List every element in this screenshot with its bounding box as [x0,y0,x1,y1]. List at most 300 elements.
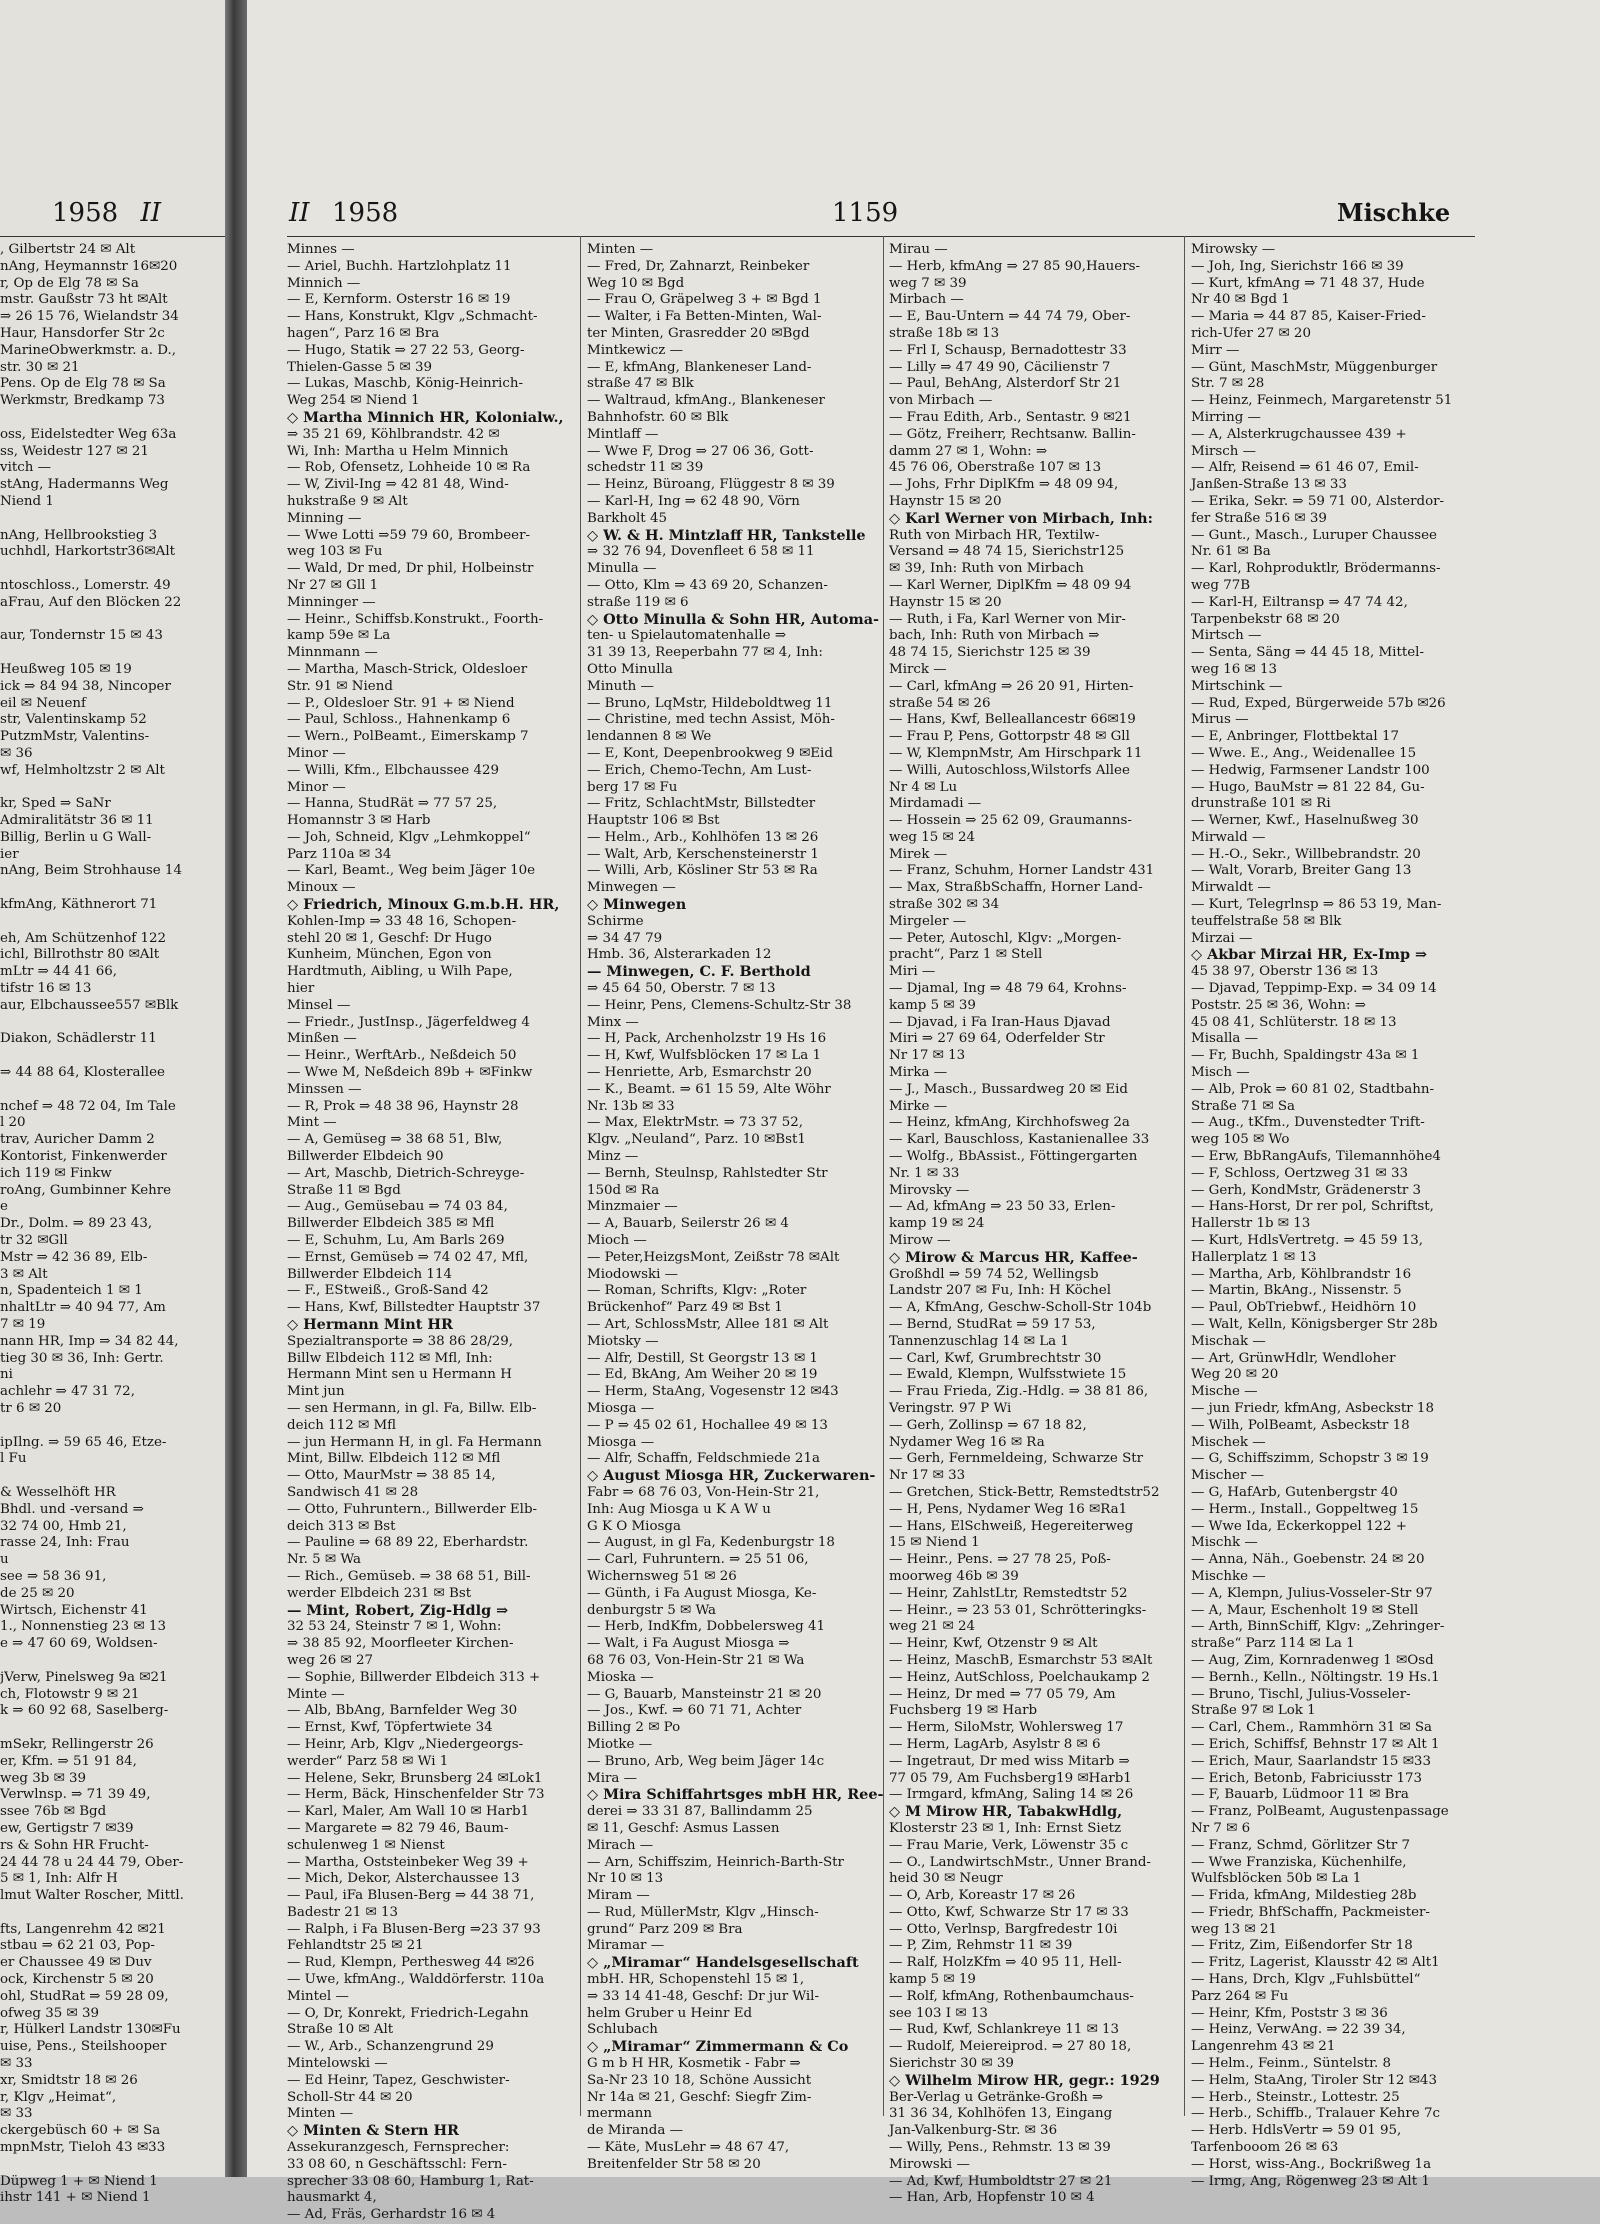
directory-entry-line: — Fritz, Zim, Eißendorfer Str 18 [1191,1938,1413,1954]
directory-entry-line [0,2157,222,2174]
directory-entry-line: Düpweg 1 + ✉ Niend 1 [0,2173,158,2189]
directory-entry-line: — E, Kont, Deepenbrookweg 9 ✉Eid [587,745,833,761]
directory-entry-line: — Willi, Autoschloss,Wilstorfs Allee [889,762,1130,778]
directory-entry-line: kamp 5 ✉ 19 [889,1972,976,1988]
directory-entry-line: nhaltLtr ⇒ 40 94 77, Am [0,1300,166,1316]
directory-entry-line: Nr 10 ✉ 13 [587,1871,664,1887]
directory-entry-line: Minzmaier — [587,1199,678,1215]
directory-entry-line: — Frau O, Gräpelweg 3 + ✉ Bgd 1 [587,292,822,308]
directory-entry-line: Straße 97 ✉ Lok 1 [1191,1703,1316,1719]
directory-entry-line: Langenrehm 43 ✉ 21 [1191,2039,1336,2055]
directory-entry-line: — Heinr, Pens, Clemens-Schultz-Str 38 [587,997,852,1013]
directory-entry-line: deich 112 ✉ Mfl [287,1417,397,1433]
directory-entry-line: — Irmg, Ang, Rögenweg 23 ✉ Alt 1 [1191,2173,1430,2189]
directory-entry-line: weg 105 ✉ Wo [1191,1132,1290,1148]
directory-entry-line: — G, HafArb, Gutenbergstr 40 [1191,1484,1398,1500]
directory-entry-line: — Rud, Klempn, Perthesweg 44 ✉26 [287,1955,535,1971]
directory-entry-line: Mioch — [587,1233,647,1249]
directory-entry-line: ⇒ 44 88 64, Klosterallee [0,1065,165,1081]
directory-entry-line: — Peter,HeizgsMont, Zeißstr 78 ✉Alt [587,1249,840,1265]
directory-entry-line: — H, Kwf, Wulfsblöcken 17 ✉ La 1 [587,1048,822,1064]
directory-entry-line: 1., Nonnenstieg 23 ✉ 13 [0,1619,166,1635]
directory-entry-line: — Ernst, Kwf, Töpfertwiete 34 [287,1720,493,1736]
directory-entry-line: — Günth, i Fa August Miosga, Ke- [587,1585,817,1601]
directory-entry-line: Nr 7 ✉ 6 [1191,1820,1251,1836]
directory-entry-line: — R, Prok ⇒ 48 38 96, Haynstr 28 [287,1098,519,1114]
directory-entry-line: — H, Pens, Nydamer Weg 16 ✉Ra1 [889,1501,1128,1517]
directory-entry-line: 31 39 13, Reeperbahn 77 ✉ 4, Inh: [587,645,823,661]
directory-entry-line: — Lilly ⇒ 47 49 90, Cäcilienstr 7 [889,359,1111,375]
directory-entry-line: — Horst, wiss-Ang., Bockrißweg 1a [1191,2156,1432,2172]
directory-entry-line: Miosga — [587,1434,655,1450]
directory-entry-line: Minnmann — [287,645,378,661]
directory-entry-line [0,1015,222,1032]
directory-entry-line: kamp 59e ✉ La [287,628,391,644]
directory-entry-line: — Gerh, Zollinsp ⇒ 67 18 82, [889,1417,1087,1433]
directory-entry-line: Haur, Hansdorfer Str 2c [0,325,165,341]
directory-entry-line: Nr. 1 ✉ 33 [889,1165,960,1181]
directory-entry-line: — Hedwig, Farmsener Landstr 100 [1191,762,1430,778]
directory-entry-line: — Paul, iFa Blusen-Berg ⇒ 44 38 71, [287,1888,535,1904]
directory-entry-line: mermann [587,2106,652,2122]
page-gutter [225,0,247,2177]
directory-entry-line: eh, Am Schützenhof 122 [0,930,167,946]
directory-entry-line: Parz 264 ✉ Fu [1191,1988,1289,2004]
directory-entry-line: Hermann Mint sen u Hermann H [287,1367,512,1383]
directory-entry-line: Dr., Dolm. ⇒ 89 23 43, [0,1216,153,1232]
directory-entry-line: Miri — [889,964,936,980]
surname-range: Mischke [1337,198,1451,227]
directory-entry-line: — Martha, Oststeinbeker Weg 39 + [287,1854,529,1870]
directory-entry-line: — Herm, StaAng, Vogesenstr 12 ✉43 [587,1384,839,1400]
directory-entry-line: — Fritz, Lagerist, Klausstr 42 ✉ Alt1 [1191,1955,1440,1971]
directory-entry-line: — Bernd, StudRat ⇒ 59 17 53, [889,1317,1096,1332]
directory-entry-line: — Friedr., JustInsp., Jägerfeldweg 4 [287,1014,530,1030]
directory-entry-line: — G, Bauarb, Mansteinstr 21 ✉ 20 [587,1686,822,1702]
directory-entry-line: MarineObwerkmstr. a. D., [0,342,177,358]
directory-entry-line: — Rudolf, Meiereiprod. ⇒ 27 80 18, [889,2039,1132,2055]
directory-entry-line: Straße 11 ✉ Bgd [287,1182,401,1198]
directory-entry-line: Str. 91 ✉ Niend [287,678,393,694]
directory-entry-line: Billig, Berlin u G Wall- [0,829,152,845]
directory-entry-line: ◇ W. & H. Mintzlaff HR, Tankstelle [587,526,866,544]
directory-entry-line: ⇒ 34 47 79 [587,930,663,946]
directory-entry-line: — Christine, med techn Assist, Möh- [587,712,835,728]
directory-entry-line: Mirzai — [1191,930,1253,946]
directory-entry-line: Miodowski — [587,1266,679,1282]
directory-entry-line: — Walt, i Fa August Miosga ⇒ [587,1636,790,1652]
directory-entry-line [0,914,222,931]
directory-entry-line: — P, Zim, Rehmstr 11 ✉ 39 [889,1938,1073,1954]
directory-entry-line: er, Kfm. ⇒ 51 91 84, [0,1753,137,1769]
directory-entry-line: teuffelstraße 58 ✉ Blk [1191,913,1342,929]
directory-entry-line: — Herm, SiloMstr, Wohlersweg 17 [889,1720,1124,1736]
directory-entry-line [0,410,222,427]
directory-entry-line: — jun Hermann H, in gl. Fa Hermann [287,1434,542,1450]
directory-entry-line: — F, Bauarb, Lüdmoor 11 ✉ Bra [1191,1787,1409,1803]
directory-entry-line: — Walt, Kelln, Königsberger Str 28b [1191,1317,1438,1332]
directory-entry-line: — Paul, BehAng, Alsterdorf Str 21 [889,376,1122,392]
directory-entry-line: — W., Arb., Schanzengrund 29 [287,2039,494,2055]
directory-entry-line: ✉ 33 [0,2056,33,2072]
directory-entry-line: ◇ Akbar Mirzai HR, Ex-Imp ⇒ [1191,946,1428,964]
directory-entry-line: — Frau Frieda, Zig.-Hdlg. ⇒ 38 81 86, [889,1384,1149,1400]
directory-entry-line: Mirck — [889,661,947,677]
directory-entry-line: — Rich., Gemüseb. ⇒ 38 68 51, Bill- [287,1568,531,1584]
directory-entry-line: straße 18b ✉ 13 [889,325,1000,341]
directory-entry-line: Kontorist, Finkenwerder [0,1149,167,1165]
directory-entry-line: — Alb, Prok ⇒ 60 81 02, Stadtbahn- [1191,1081,1434,1097]
directory-entry-line: — Peter, Autoschl, Klgv: „Morgen- [889,930,1122,946]
directory-entry-line: 150d ✉ Ra [587,1182,660,1198]
directory-entry-line: ◇ Mira Schiffahrtsges mbH HR, Ree- [587,1786,884,1804]
directory-entry-line: — Djamal, Ing ⇒ 48 79 64, Krohns- [889,981,1127,997]
directory-entry-line: Wi, Inh: Martha u Helm Minnich [287,443,509,459]
directory-entry-line: schedstr 11 ✉ 39 [587,460,704,476]
directory-entry-line: — Helm, StaAng, Tiroler Str 12 ✉43 [1191,2072,1437,2088]
directory-entry-line: — Heinr., Schiffsb.Konstrukt., Foorth- [287,611,544,627]
directory-entry-line: — Ed, BkAng, Am Weiher 20 ✉ 19 [587,1367,818,1383]
directory-entry-line: — Minwegen, C. F. Berthold [587,963,811,981]
directory-entry-line: — Kurt, Telegrlnsp ⇒ 86 53 19, Man- [1191,897,1442,913]
directory-entry-line: Landstr 207 ✉ Fu, Inh: H Köchel [889,1283,1111,1299]
directory-entry-line [0,1048,222,1065]
directory-entry-line: denburgstr 5 ✉ Wa [587,1602,717,1618]
directory-entry-line: Verwlnsp. ⇒ 71 39 49, [0,1787,151,1803]
directory-entry-line: — E, Schuhm, Lu, Am Barls 269 [287,1233,505,1249]
directory-entry-line: Mstr ⇒ 42 36 89, Elb- [0,1249,148,1265]
directory-entry-line: PutzmMstr, Valentins- [0,729,150,745]
directory-entry-line: ichl, Billrothstr 80 ✉Alt [0,947,160,963]
directory-entry-line: Hmb. 36, Alsterarkaden 12 [587,947,772,963]
directory-entry-line: — O, Dr, Konrekt, Friedrich-Legahn [287,2005,529,2021]
directory-entry-line: — W, KlempnMstr, Am Hirschpark 11 [889,745,1143,761]
directory-entry-line: Mirtsch — [1191,628,1262,644]
directory-entry-line: — Joh, Schneid, Klgv „Lehmkoppel“ [287,829,531,845]
directory-entry-line: — Heinr, Kfm, Poststr 3 ✉ 36 [1191,2005,1388,2021]
directory-entry-line: ◇ Martha Minnich HR, Kolonialw., [287,408,564,426]
directory-entry-line: ◇ Otto Minulla & Sohn HR, Automa- [587,610,880,628]
directory-entry-line: — Gunt., Masch., Luruper Chaussee [1191,527,1437,543]
directory-entry-line: — Karl, Beamt., Weg beim Jäger 10e [287,863,536,879]
directory-entry-line: Haynstr 15 ✉ 20 [889,493,1002,509]
directory-entry-line: Hallerplatz 1 ✉ 13 [1191,1249,1317,1265]
directory-entry-line: Nr 17 ✉ 13 [889,1048,966,1064]
directory-entry-line: — Heinr, ZahlstLtr, Remstedtstr 52 [889,1585,1128,1601]
directory-entry-line: Spezialtransporte ⇒ 38 86 28/29, [287,1333,514,1349]
directory-entry-line: werder“ Parz 58 ✉ Wi 1 [287,1753,449,1769]
directory-entry-line: — Martin, BkAng., Nissenstr. 5 [1191,1283,1402,1299]
directory-entry-line: er Chaussee 49 ✉ Duv [0,1955,152,1971]
directory-entry-line: berg 17 ✉ Fu [587,779,678,795]
directory-entry-line: weg 15 ✉ 24 [889,829,976,845]
directory-entry-line: — Lukas, Maschb, König-Heinrich- [287,376,523,392]
directory-entry-line: — Max, ElektrMstr. ⇒ 73 37 52, [587,1115,804,1131]
directory-entry-line: straße 47 ✉ Blk [587,376,694,392]
directory-entry-line: ◇ Minten & Stern HR [287,2122,460,2140]
directory-entry-line [0,1082,222,1099]
directory-entry-line: hagen“, Parz 16 ✉ Bra [287,325,440,341]
directory-entry-line: — Günt, MaschMstr, Müggenburger [1191,359,1438,375]
directory-entry-line: — Erich, Betonb, Fabriciusstr 173 [1191,1770,1423,1786]
directory-entry-line: Parz 110a ✉ 34 [287,846,392,862]
directory-entry-line: — Carl, Fuhruntern. ⇒ 25 51 06, [587,1552,809,1568]
directory-entry-line: Minnich — [287,275,361,291]
directory-entry-line [0,1653,222,1670]
directory-entry-line: — Alfr, Reisend ⇒ 61 46 07, Emil- [1191,460,1419,476]
directory-entry-line: deich 313 ✉ Bst [287,1518,396,1534]
directory-entry-line: — Hans-Horst, Dr rer pol, Schriftst, [1191,1199,1434,1215]
directory-entry-line: Misch — [1191,1065,1250,1081]
directory-entry-line: Fuchsberg 19 ✉ Harb [889,1703,1038,1719]
directory-entry-line: nann HR, Imp ⇒ 34 82 44, [0,1333,179,1349]
directory-entry-line: ◇ Wilhelm Mirow HR, gegr.: 1929 [889,2071,1160,2089]
directory-entry-line: — Fr, Buchh, Spaldingstr 43a ✉ 1 [1191,1048,1420,1064]
directory-entry-line: Minoux — [287,880,356,896]
directory-entry-line [0,511,222,528]
directory-entry-line: Minulla — [587,561,657,577]
directory-entry-line: — Henriette, Arb, Esmarchstr 20 [587,1065,812,1081]
directory-entry-line: Klosterstr 23 ✉ 1, Inh: Ernst Sietz [889,1820,1122,1836]
directory-entry-line: schulenweg 1 ✉ Nienst [287,1837,445,1853]
directory-entry-line: 33 08 60, n Geschäftsschl: Fern- [287,2156,507,2172]
directory-entry-line: ssee 76b ✉ Bgd [0,1804,107,1820]
directory-entry-line: Mirek — [889,846,948,862]
directory-entry-line: Mirau — [889,242,948,257]
directory-entry-line: ◇ August Miosga HR, Zuckerwaren- [587,1467,876,1485]
directory-entry-line: — Bernh., Kelln., Nöltingstr. 19 Hs.1 [1191,1669,1440,1685]
directory-entry-line: Fehlandtstr 25 ✉ 21 [287,1938,424,1954]
directory-entry-line: — Frau Edith, Arb., Sentastr. 9 ✉21 [889,409,1132,425]
directory-entry-line: Mischak — [1191,1333,1266,1349]
directory-entry-line: Minsel — [287,997,351,1013]
directory-entry-line: mpnMstr, Tieloh 43 ✉33 [0,2140,166,2156]
directory-entry-line: — Heinz, Büroang, Flüggestr 8 ✉ 39 [587,477,835,493]
directory-entry-line: weg 16 ✉ 13 [1191,661,1278,677]
directory-entry-line: — F., EStweiß., Groß-Sand 42 [287,1283,489,1299]
directory-entry-line: Minor — [287,779,346,795]
directory-entry-line: — Wwe Franziska, Küchenhilfe, [1191,1854,1407,1870]
directory-entry-line: nchef ⇒ 48 72 04, Im Tale [0,1098,176,1114]
directory-entry-line: r, Hülkerl Landstr 130✉Fu [0,2022,181,2038]
directory-entry-line: — Friedr, BhfSchaffn, Packmeister- [1191,1904,1430,1920]
directory-entry-line: Mischk — [1191,1535,1258,1551]
directory-entry-line: pracht“, Parz 1 ✉ Stell [889,947,1043,963]
directory-entry-line: Nr. 61 ✉ Ba [1191,544,1271,560]
directory-entry-line: Miram — [587,1888,650,1904]
directory-entry-line: Mintkewicz — [587,342,683,358]
directory-entry-line: Nr 4 ✉ Lu [889,779,958,795]
directory-entry-line: — A, Klempn, Julius-Vosseler-Str 97 [1191,1585,1433,1601]
directory-entry-line: ich 119 ✉ Finkw [0,1165,112,1181]
left-page-column [0,242,222,2207]
directory-entry-line: Mira — [587,1770,638,1786]
directory-entry-line: ◇ M Mirow HR, TabakwHdlg, [889,1803,1123,1821]
directory-entry-line: — Maria ⇒ 44 87 85, Kaiser-Fried- [1191,309,1426,325]
directory-entry-line: , Gilbertstr 24 ✉ Alt [0,242,136,257]
directory-entry-line: Wichernsweg 51 ✉ 26 [587,1568,737,1584]
directory-entry-line: — Paul, ObTriebwf., Heidhörn 10 [1191,1300,1417,1316]
directory-entry-line: wf, Helmholtzstr 2 ✉ Alt [0,762,165,778]
directory-entry-line: Mischer — [1191,1468,1264,1484]
directory-entry-line: & Wesselhöft HR [0,1484,116,1500]
directory-entry-line: Mirtschink — [1191,678,1283,694]
directory-entry-line: ⇒ 38 85 92, Moorfleeter Kirchen- [287,1636,514,1652]
directory-entry-line: Kohlen-Imp ⇒ 33 48 16, Schopen- [287,913,517,929]
directory-entry-line: — Wern., PolBeamt., Eimerskamp 7 [287,729,529,745]
directory-entry-line: — A, Maur, Eschenholt 19 ✉ Stell [1191,1602,1419,1618]
directory-entry-line: — Heinz, Feinmech, Margaretenstr 51 [1191,393,1453,409]
directory-entry-line: aur, Elbchaussee557 ✉Blk [0,997,179,1013]
directory-entry-line: — Herb, IndKfm, Dobbelersweg 41 [587,1619,825,1635]
right-volume: II [289,198,310,228]
directory-entry-line: Sa-Nr 23 10 18, Schöne Aussicht [587,2072,812,2088]
directory-entry-line: 7 ✉ 19 [0,1317,46,1332]
directory-entry-line: — A, Bauarb, Seilerstr 26 ✉ 4 [587,1216,789,1232]
directory-entry-line: kfmAng, Käthnerort 71 [0,897,158,913]
directory-entry-line: — J., Masch., Bussardweg 20 ✉ Eid [889,1081,1128,1097]
directory-entry-line: Großhdl ⇒ 59 74 52, Wellingsb [889,1266,1099,1282]
directory-entry-line: Straße 10 ✉ Alt [287,2022,394,2038]
directory-entry-line: Mirring — [1191,409,1261,425]
directory-entry-line: ni [0,1367,13,1383]
directory-entry-line: derei ⇒ 33 31 87, Ballindamm 25 [587,1804,813,1820]
directory-entry-line: Otto Minulla [587,661,673,677]
directory-entry-line: l Fu [0,1451,27,1467]
directory-entry-line: — Frau Marie, Verk, Löwenstr 35 c [889,1837,1129,1853]
directory-entry-line: k ⇒ 60 92 68, Saselberg- [0,1703,169,1719]
directory-entry-line: — Wolfg., BbAssist., Föttingergarten [889,1149,1138,1165]
directory-entry-line: weg 77B [1191,577,1251,593]
directory-entry-line: Billwerder Elbdeich 114 [287,1266,452,1282]
directory-entry-line: — Herb., Schiffb., Tralauer Kehre 7c [1191,2106,1441,2122]
directory-entry-line: straße 119 ✉ 6 [587,594,689,610]
directory-entry-line: — Heinz, kfmAng, Kirchhofsweg 2a [889,1115,1130,1131]
directory-entry-line: — Rob, Ofensetz, Lohheide 10 ✉ Ra [287,460,531,476]
directory-entry-line: Mirovsky — [889,1182,970,1198]
directory-entry-line: Str. 7 ✉ 28 [1191,376,1265,392]
directory-entry-line: — W, Zivil-Ing ⇒ 42 81 48, Wind- [287,477,509,493]
directory-entry-line: nAng, Hellbrookstieg 3 [0,527,158,543]
directory-entry-line: — Heinz, VerwAng. ⇒ 22 39 34, [1191,2022,1406,2038]
directory-entry-line: kamp 19 ✉ 24 [889,1216,985,1232]
directory-entry-line: fer Straße 516 ✉ 39 [1191,510,1327,526]
directory-entry-line: tifstr 16 ✉ 13 [0,981,92,997]
directory-entry-line: Mintel — [287,1988,349,2004]
directory-entry-line: — Pauline ⇒ 68 89 22, Eberhardstr. [287,1535,529,1551]
directory-entry-line: weg 26 ✉ 27 [287,1652,374,1668]
directory-entry-line: Admiralitätstr 36 ✉ 11 [0,813,154,829]
directory-entry-line: — Helm., Arb., Kohlhöfen 13 ✉ 26 [587,829,819,845]
directory-entry-line: — Arth, BinnSchiff, Klgv: „Zehringer- [1191,1619,1445,1635]
directory-entry-line: — F, Schloss, Oertzweg 31 ✉ 33 [1191,1165,1409,1181]
directory-entry-line: — Hans, Kwf, Belleallancestr 66✉19 [889,712,1136,728]
directory-entry-line: — Margarete ⇒ 82 79 46, Baum- [287,1820,509,1836]
directory-entry-line: — Karl, Rohproduktlr, Brödermanns- [1191,561,1441,577]
directory-entry-line: Diakon, Schädlerstr 11 [0,1031,157,1047]
directory-entry-line: — Ruth, i Fa, Karl Werner von Mir- [889,611,1126,627]
directory-entry-line: lmut Walter Roscher, Mittl. [0,1888,184,1904]
directory-entry-line [0,1720,222,1737]
directory-entry-line: — Sophie, Billwerder Elbdeich 313 + [287,1669,541,1685]
directory-entry-line: uise, Pens., Steilshooper [0,2039,167,2055]
directory-entry-line: Schlubach [587,2022,658,2038]
directory-entry-line: xr, Smidtstr 18 ✉ 26 [0,2072,138,2088]
directory-entry-line: Mirus — [1191,712,1249,728]
directory-entry-line: — Frl I, Schausp, Bernadottestr 33 [889,342,1127,358]
directory-entry-line: — Heinr., ⇒ 23 53 01, Schrötteringks- [889,1602,1147,1618]
directory-entry-line: ofweg 35 ✉ 39 [0,2005,100,2021]
directory-entry-line: Mirgeler — [889,913,967,929]
directory-entry-line: — Djavad, Teppimp-Exp. ⇒ 34 09 14 [1191,981,1437,997]
directory-entry-line: — Wwe Lotti ⇒59 79 60, Brombeer- [287,527,531,543]
directory-entry-line: kamp 5 ✉ 39 [889,997,976,1013]
directory-entry-line: Badestr 21 ✉ 13 [287,1904,399,1920]
directory-entry-line: — Roman, Schrifts, Klgv: „Roter [587,1283,807,1299]
directory-entry-line: straße 54 ✉ 26 [889,695,991,711]
directory-entry-line: Schirme [587,913,644,929]
directory-entry-line [0,645,222,662]
directory-entry-line: — Bernh, Steulnsp, Rahlstedter Str [587,1165,828,1181]
directory-entry-line: 15 ✉ Niend 1 [889,1535,980,1551]
directory-entry-line: damm 27 ✉ 1, Wohn: ⇒ [889,443,1048,459]
directory-entry-line: Billwerder Elbdeich 90 [287,1149,444,1165]
directory-entry-line: tr 32 ✉Gll [0,1233,68,1249]
directory-entry-line: str, Valentinskamp 52 [0,712,147,728]
directory-entry-line: Mirke — [889,1098,948,1114]
directory-entry-line: Nr. 13b ✉ 33 [587,1098,675,1114]
directory-entry-line: tr 6 ✉ 20 [0,1400,62,1416]
directory-entry-line: — A, Gemüseg ⇒ 38 68 51, Blw, [287,1132,503,1148]
directory-entry-line: — Helm., Feinm., Süntelstr. 8 [1191,2056,1392,2072]
directory-entry-line: oss, Eidelstedter Weg 63a [0,426,177,442]
directory-entry-line: — Hugo, Statik ⇒ 27 22 53, Georg- [287,342,525,358]
directory-entry-line: Mirr — [1191,342,1240,358]
directory-entry-line: — Wilh, PolBeamt, Asbeckstr 18 [1191,1417,1410,1433]
directory-entry-line: — Martha, Masch-Strick, Oldesloer [287,661,528,677]
directory-entry-line: Mint jun [287,1384,345,1400]
directory-entry-line: Nr 14a ✉ 21, Geschf: Siegfr Zim- [587,2089,812,2105]
directory-entry-line: — Ralph, i Fa Blusen-Berg ⇒23 37 93 [287,1921,541,1937]
directory-entry-line: e [0,1199,8,1215]
directory-entry-line: — E, Kernform. Osterstr 16 ✉ 19 [287,292,511,308]
directory-entry-line: n, Spadenteich 1 ✉ 1 [0,1283,143,1299]
directory-entry-line: Mintelowski — [287,2056,388,2072]
directory-entry-line: — A, KfmAng, Geschw-Scholl-Str 104b [889,1300,1152,1316]
directory-entry-line: ier [0,846,19,862]
directory-entry-line: — Frida, kfmAng, Mildestieg 28b [1191,1888,1417,1904]
directory-entry-line [0,880,222,897]
directory-entry-line: — Willi, Kfm., Elbchaussee 429 [287,762,500,778]
directory-entry-line: — Karl, Bauschloss, Kastanienallee 33 [889,1132,1150,1148]
directory-entry-line: Minten — [287,2106,354,2122]
directory-entry-line: — Erich, Maur, Saarlandstr 15 ✉33 [1191,1753,1431,1769]
right-year: 1958 [332,198,399,228]
directory-entry-line: — Gerh, Fernmeldeing, Schwarze Str [889,1451,1144,1467]
directory-entry-line: — Carl, Chem., Rammhörn 31 ✉ Sa [1191,1720,1432,1736]
directory-entry-line: 48 74 15, Sierichstr 125 ✉ 39 [889,645,1091,661]
directory-entry-line: stAng, Hadermanns Weg [0,477,169,493]
directory-entry-line: de Miranda — [587,2123,683,2139]
directory-entry-line: — Erich, Chemo-Techn, Am Lust- [587,762,812,778]
directory-entry-line: 3 ✉ Alt [0,1266,48,1282]
directory-entry-line: — Max, StraßbSchaffn, Horner Land- [889,880,1143,896]
directory-entry-line: Weg 20 ✉ 20 [1191,1367,1279,1383]
directory-column-2 [587,242,884,2174]
directory-entry-line: Bahnhofstr. 60 ✉ Blk [587,409,729,425]
column-divider [1184,236,1185,2116]
directory-entry-line: — Hans, ElSchweiß, Hegereiterweg [889,1518,1134,1534]
